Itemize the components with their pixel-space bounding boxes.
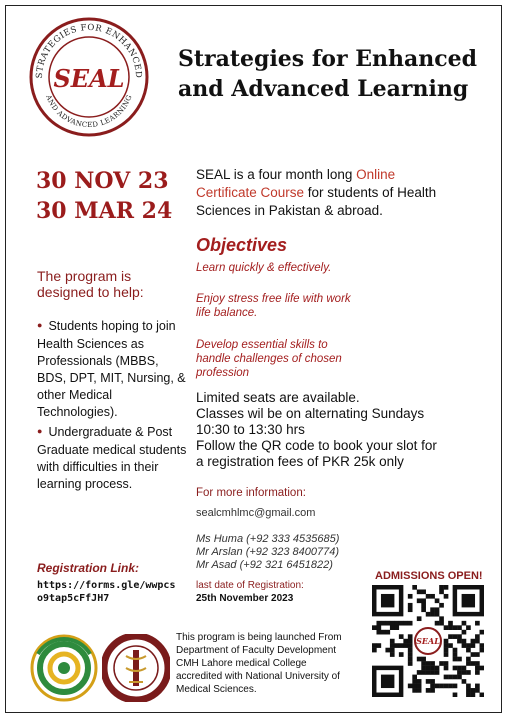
qr-module: [480, 666, 484, 671]
title-line-2: and Advanced Learning: [178, 76, 469, 102]
qr-module: [399, 621, 404, 626]
qr-module: [439, 684, 444, 689]
qr-module: [372, 643, 377, 648]
qr-module: [430, 661, 435, 666]
seal-logo-graphic: [28, 16, 150, 138]
qr-module: [444, 652, 449, 657]
qr-module: [444, 585, 449, 590]
qr-module: [457, 670, 462, 675]
qr-module: [376, 630, 381, 635]
qr-module: [390, 625, 395, 630]
qr-module: [475, 684, 480, 689]
qr-module: [439, 621, 444, 626]
qr-module: [430, 670, 435, 675]
objective-item: Learn quickly & effectively.: [196, 262, 332, 274]
qr-module: [471, 661, 476, 666]
cmh-college-logo-graphic: [102, 634, 170, 702]
qr-module: [381, 630, 386, 635]
qr-module: [466, 670, 471, 675]
time-line: 10:30 to 13:30 hrs: [196, 422, 305, 437]
qr-module: [435, 621, 440, 626]
qr-module: [466, 684, 471, 689]
qr-module: [475, 670, 480, 675]
start-date: 30 NOV 23: [36, 168, 169, 194]
qr-module: [403, 639, 408, 644]
page-title: [178, 44, 498, 104]
qr-module: [372, 625, 377, 630]
cmh-college-logo: [102, 634, 170, 702]
qr-module: [408, 603, 413, 608]
qr-module: [466, 661, 471, 666]
qr-module: [457, 666, 462, 671]
seal-ring-bottom-text: AND ADVANCED LEARNING: [44, 93, 134, 130]
qr-module: [408, 639, 413, 644]
qr-module: [480, 643, 484, 648]
qr-module: [376, 625, 381, 630]
qr-module: [448, 625, 453, 630]
qr-module: [372, 648, 377, 653]
qr-module: [439, 616, 444, 621]
qr-module: [435, 670, 440, 675]
qr-module: [475, 688, 480, 693]
qr-module: [444, 661, 449, 666]
objective-item: Enjoy stress free life with work life balance.: [196, 293, 351, 319]
qr-module: [408, 648, 413, 653]
qr-module: [376, 643, 381, 648]
deadline-label: last date of Registration:: [196, 580, 304, 591]
qr-module: [412, 684, 417, 689]
qr-module: [421, 598, 426, 603]
qr-module: [390, 652, 395, 657]
qr-module: [444, 639, 449, 644]
qr-module: [430, 679, 435, 684]
qr-module: [466, 648, 471, 653]
qr-module: [394, 643, 399, 648]
qr-module: [475, 621, 480, 626]
qr-module: [421, 661, 426, 666]
qr-module: [444, 594, 449, 599]
qr-module: [408, 652, 413, 657]
qr-instruction-line: Follow the QR code to book your slot for: [196, 438, 437, 453]
qr-module: [466, 643, 471, 648]
classes-line: Classes wil be on alternating Sundays: [196, 406, 425, 421]
contact-heading: For more information:: [196, 487, 306, 499]
qr-module: [448, 621, 453, 626]
objective-item: Develop essential skills to handle challenges of chosen profession: [196, 339, 342, 379]
contact-email[interactable]: sealcmhlmc@gmail.com: [196, 507, 316, 519]
qr-module: [421, 603, 426, 608]
qr-module: [462, 630, 467, 635]
footer-line: CMH Lahore medical College: [176, 658, 307, 669]
qr-module: [403, 643, 408, 648]
qr-module: [453, 693, 458, 697]
qr-module: [435, 666, 440, 671]
qr-module: [394, 625, 399, 630]
footer-line: Medical Sciences.: [176, 684, 257, 695]
qr-module: [430, 594, 435, 599]
qr-module: [390, 621, 395, 626]
qr-module: [417, 679, 422, 684]
seats-info: [196, 390, 486, 470]
qr-module: [408, 657, 413, 662]
qr-module: [408, 634, 413, 639]
course-dates: [36, 166, 176, 226]
qr-module: [444, 666, 449, 671]
qr-finder-pattern: [462, 594, 475, 607]
qr-module: [394, 621, 399, 626]
qr-module: [435, 598, 440, 603]
qr-module: [471, 639, 476, 644]
qr-module: [453, 652, 458, 657]
qr-module: [462, 643, 467, 648]
qr-module: [426, 679, 431, 684]
qr-module: [448, 634, 453, 639]
qr-module: [417, 616, 422, 621]
qr-module: [376, 621, 381, 626]
svg-text:AND ADVANCED LEARNING: [44, 93, 134, 129]
qr-module: [453, 657, 458, 662]
qr-module: [453, 666, 458, 671]
registration-label: Registration Link:: [37, 561, 140, 575]
qr-module: [412, 688, 417, 693]
contact-person: Mr Arslan (+92 323 8400774): [196, 546, 339, 558]
qr-module: [417, 688, 422, 693]
qr-module: [471, 643, 476, 648]
footer-line: accredited with National University of: [176, 671, 340, 682]
qr-module: [444, 643, 449, 648]
qr-module: [475, 652, 480, 657]
seal-logo: [28, 16, 150, 138]
qr-module: [453, 675, 458, 680]
qr-module: [408, 684, 413, 689]
qr-module: [462, 639, 467, 644]
qr-finder-pattern: [381, 675, 394, 688]
qr-module: [381, 621, 386, 626]
intro-prefix: SEAL is a four month long: [196, 167, 357, 182]
footer-accreditation: [176, 631, 366, 696]
qr-module: [408, 594, 413, 599]
qr-module: [421, 666, 426, 671]
contact-people: [196, 533, 339, 572]
qr-module: [417, 657, 422, 662]
qr-module: [408, 621, 413, 626]
qr-module: [475, 639, 480, 644]
qr-module: [430, 612, 435, 617]
qr-module: [457, 657, 462, 662]
qr-module: [430, 688, 435, 693]
qr-module: [453, 684, 458, 689]
qr-module: [471, 652, 476, 657]
qr-module: [385, 621, 390, 626]
qr-module: [457, 675, 462, 680]
contact-person: Mr Asad (+92 321 6451822): [196, 559, 333, 571]
qr-module: [448, 684, 453, 689]
objectives-heading: Objectives: [196, 235, 288, 255]
qr-module: [390, 648, 395, 653]
qr-center-logo: [414, 627, 442, 655]
qr-module: [390, 639, 395, 644]
qr-module: [457, 639, 462, 644]
qr-module: [448, 643, 453, 648]
qr-module: [466, 625, 471, 630]
qr-module: [421, 607, 426, 612]
qr-module: [426, 661, 431, 666]
qr-module: [430, 666, 435, 671]
faculty-development-logo-graphic: [30, 634, 98, 702]
qr-module: [426, 594, 431, 599]
qr-module: [408, 607, 413, 612]
qr-module: [453, 634, 458, 639]
qr-module: [412, 679, 417, 684]
deadline-date: 25th November 2023: [196, 593, 294, 604]
title-line-1: Strategies for Enhanced: [178, 46, 478, 72]
qr-module: [444, 648, 449, 653]
qr-module: [471, 693, 476, 697]
seal-center-mark: SEAL: [53, 64, 125, 93]
registration-link[interactable]: [37, 579, 175, 605]
seal-ring-top-text: STRATEGIES FOR ENHANCED: [34, 22, 144, 79]
qr-module: [462, 679, 467, 684]
admissions-open-label: ADMISSIONS OPEN!: [375, 570, 483, 582]
qr-module: [448, 675, 453, 680]
qr-module: [439, 661, 444, 666]
qr-module: [385, 648, 390, 653]
qr-module: [435, 607, 440, 612]
registration-link-line[interactable]: https://forms.gle/wwpcs: [37, 580, 176, 591]
qr-module: [412, 585, 417, 590]
intro-highlight: Online Certificate Course: [196, 167, 396, 200]
qr-module: [426, 666, 431, 671]
qr-module: [480, 630, 484, 635]
faculty-development-logo: [30, 634, 98, 702]
qr-module: [480, 648, 484, 653]
qr-center-mark: SEAL: [416, 636, 440, 646]
qr-module: [421, 670, 426, 675]
qr-module: [457, 634, 462, 639]
qr-module: [466, 657, 471, 662]
qr-module: [453, 625, 458, 630]
qr-module: [426, 670, 431, 675]
qr-module: [462, 666, 467, 671]
qr-module: [475, 634, 480, 639]
qr-module: [399, 634, 404, 639]
qr-module: [435, 612, 440, 617]
qr-module: [408, 661, 413, 666]
qr-module: [444, 675, 449, 680]
qr-module: [417, 670, 422, 675]
qr-module: [453, 648, 458, 653]
qr-module: [430, 684, 435, 689]
qr-module: [426, 612, 431, 617]
qr-module: [475, 666, 480, 671]
qr-module: [417, 684, 422, 689]
registration-link-line[interactable]: o9tap5cFfJH7: [37, 593, 110, 604]
qr-module: [466, 688, 471, 693]
qr-module: [444, 625, 449, 630]
qr-module: [462, 621, 467, 626]
seats-line: Limited seats are available.: [196, 390, 360, 405]
qr-module: [457, 625, 462, 630]
qr-module: [471, 688, 476, 693]
qr-module: [439, 589, 444, 594]
qr-module: [390, 643, 395, 648]
footer-line: Department of Faculty Development: [176, 645, 337, 656]
registration-qr-code[interactable]: [372, 585, 484, 697]
qr-module: [385, 630, 390, 635]
qr-module: [412, 675, 417, 680]
qr-module: [430, 607, 435, 612]
program-bullet: ● Students hoping to join Health Sciences as Professionals (MBBS, BDS, DPT, MIT, Nursing, & other Medical Technologies).: [37, 318, 187, 421]
qr-module: [435, 684, 440, 689]
qr-module: [466, 693, 471, 697]
contact-person: Ms Huma (+92 333 4535685): [196, 533, 340, 545]
fee-line: a registration fees of PKR 25k only: [196, 454, 404, 469]
qr-module: [403, 621, 408, 626]
qr-module: [439, 585, 444, 590]
qr-module: [417, 589, 422, 594]
qr-module: [399, 652, 404, 657]
end-date: 30 MAR 24: [36, 198, 173, 224]
qr-module: [421, 589, 426, 594]
qr-finder-pattern: [381, 594, 394, 607]
qr-module: [480, 693, 484, 697]
program-bullet: ● Undergraduate & Post Graduate medical students with difficulties in their learning process.: [37, 424, 187, 493]
course-intro: [196, 166, 456, 220]
intro-suffix: for students of Health Sciences in Pakistan & abroad.: [196, 185, 437, 218]
qr-module: [444, 684, 449, 689]
qr-module: [462, 670, 467, 675]
qr-module: [426, 688, 431, 693]
footer-line: This program is being launched From: [176, 632, 342, 643]
qr-module: [399, 643, 404, 648]
qr-module: [417, 598, 422, 603]
qr-module: [408, 643, 413, 648]
qr-module: [421, 657, 426, 662]
program-heading: The program is designed to help:: [37, 268, 144, 300]
qr-module: [439, 603, 444, 608]
qr-module: [475, 661, 480, 666]
